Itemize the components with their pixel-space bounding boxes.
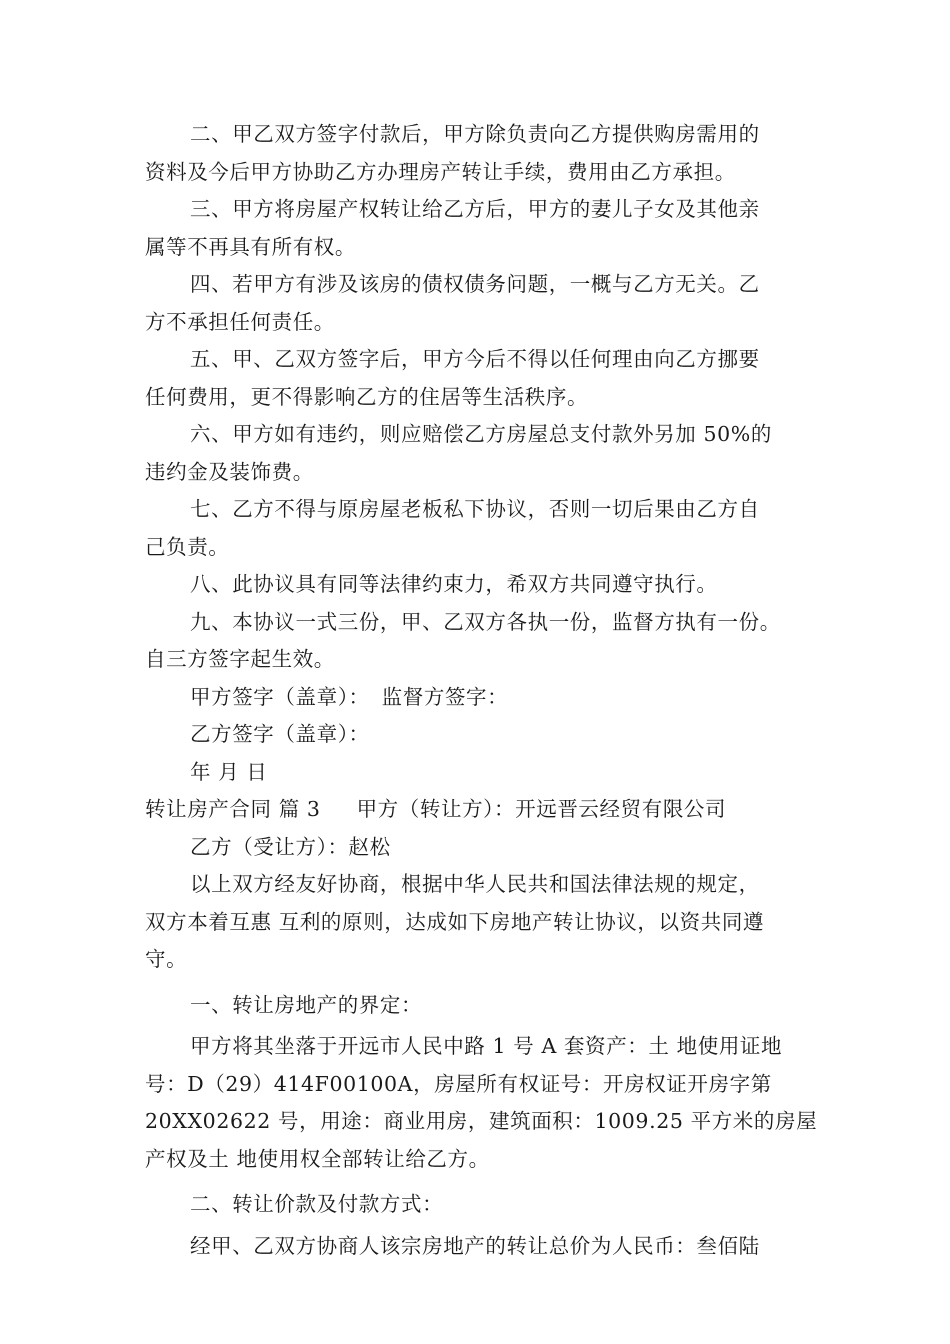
section-title-line — [145, 791, 825, 829]
supervisor-signature-label: 监督方签字： — [381, 684, 509, 709]
paragraph-line: 八、此协议具有同等法律约束力，希双方共同遵守执行。 — [190, 572, 718, 596]
paragraph-line: 自三方签字起生效。 — [145, 647, 335, 671]
paragraph-line: 七、乙方不得与原房屋老板私下协议，否则一切后果由乙方自 — [190, 497, 760, 521]
paragraph-line: 产权及土 地使用权全部转让给乙方。 — [145, 1146, 490, 1171]
paragraph-line: 三、甲方将房屋产权转让给乙方后，甲方的妻儿子女及其他亲 — [190, 197, 760, 221]
paragraph-line: 任何费用，更不得影响乙方的住居等生活秩序。 — [145, 384, 589, 409]
paragraph-line: 九、本协议一式三份，甲、乙双方各执一份，监督方执有一份。 — [190, 609, 781, 634]
clause-heading: 二、转让价款及付款方式： — [190, 1192, 444, 1216]
paragraph-line: 号：D（29）414F00100A，房屋所有权证号：开房权证开房字第 — [145, 1071, 772, 1096]
paragraph-line: 双方本着互惠 互利的原则，达成如下房地产转让协议，以资共同遵 — [145, 909, 765, 934]
paragraph-line: 六、甲方如有违约，则应赔偿乙方房屋总支付款外另加 50%的 — [190, 422, 772, 446]
party-a-signature-label: 甲方签字（盖章）： — [190, 684, 370, 709]
clause-heading: 一、转让房地产的界定： — [190, 992, 423, 1017]
paragraph-line: 己负责。 — [145, 534, 230, 559]
section-title: 转让房产合同 篇 3 — [145, 797, 321, 821]
paragraph-line: 经甲、乙双方协商人该宗房地产的转让总价为人民币：叁佰陆 — [190, 1233, 760, 1258]
signature-date: 年 月 日 — [190, 759, 268, 784]
signature-line-a — [145, 679, 825, 717]
party-b-signature-label: 乙方签字（盖章）： — [190, 722, 370, 746]
party-a-info: 甲方（转让方）：开远晋云经贸有限公司 — [356, 797, 727, 821]
paragraph-line: 四、若甲方有涉及该房的债权债务问题，一概与乙方无关。乙 — [190, 272, 760, 296]
paragraph-line: 二、甲乙双方签字付款后，甲方除负责向乙方提供购房需用的 — [190, 122, 760, 146]
paragraph-line: 违约金及装饰费。 — [145, 459, 314, 484]
paragraph-line: 守。 — [145, 947, 188, 971]
party-b-info: 乙方（受让方）：赵松 — [190, 834, 391, 859]
paragraph-line: 以上双方经友好协商，根据中华人民共和国法律法规的规定， — [190, 872, 760, 896]
paragraph-line: 资料及今后甲方协助乙方办理房产转让手续，费用由乙方承担。 — [145, 159, 736, 184]
paragraph-line: 五、甲、乙双方签字后，甲方今后不得以任何理由向乙方挪要 — [190, 347, 760, 371]
paragraph-line: 方不承担任何责任。 — [145, 309, 335, 334]
document-body — [145, 116, 825, 1265]
paragraph-line: 属等不再具有所有权。 — [145, 234, 356, 259]
paragraph-line: 甲方将其坐落于开远市人民中路 1 号 A 套资产：土 地使用证地 — [190, 1034, 783, 1058]
paragraph-line: 20XX02622 号，用途：商业用房，建筑面积：1009.25 平方米的房屋 — [145, 1109, 818, 1133]
